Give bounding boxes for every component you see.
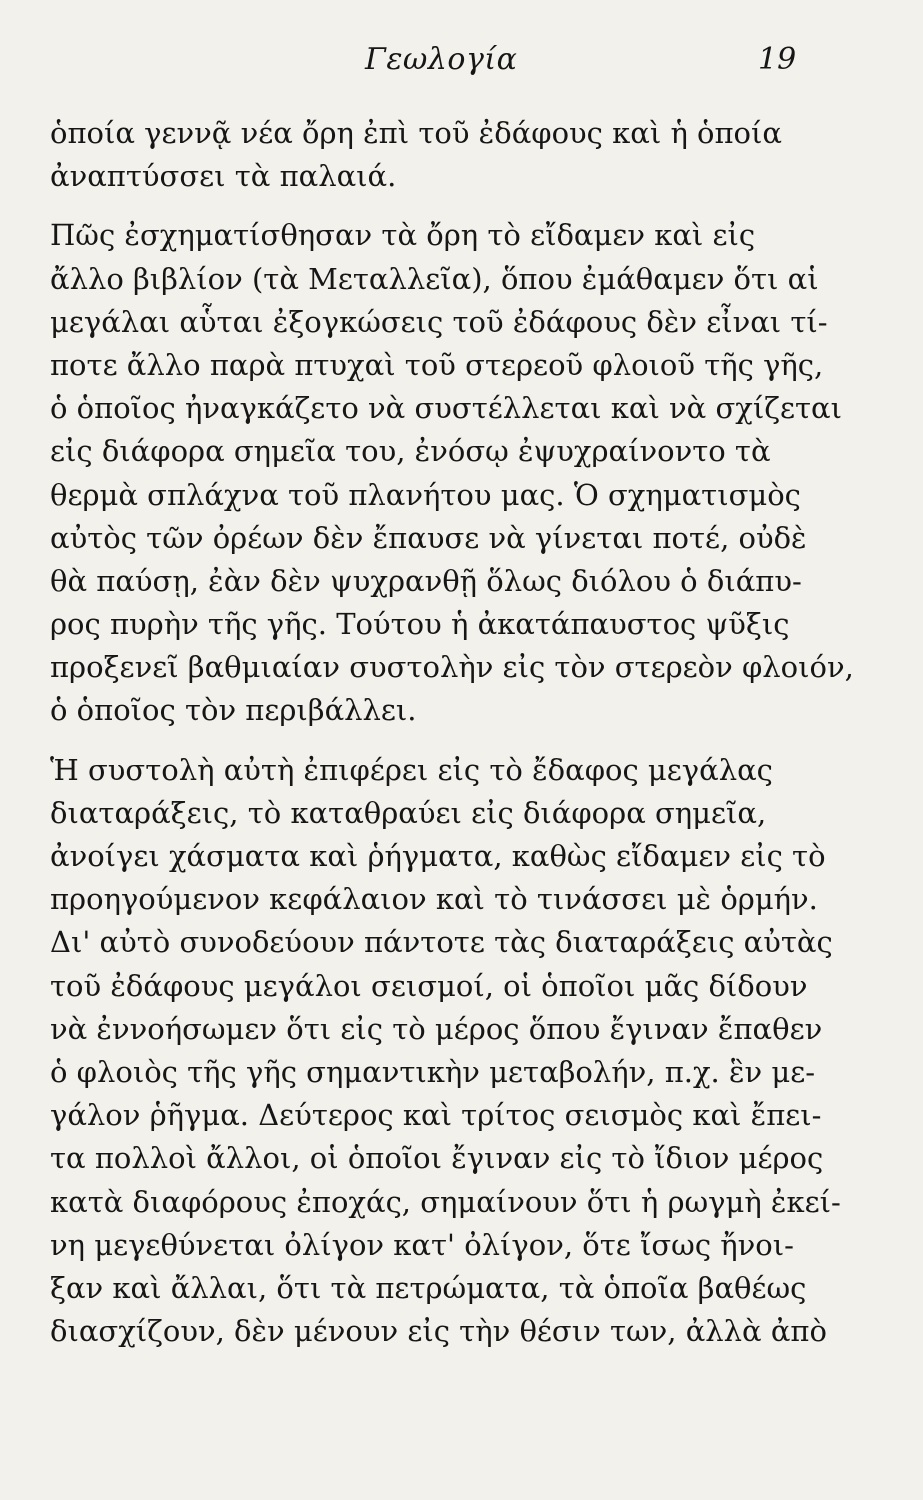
- text-line: νὰ ἐννοήσωμεν ὅτι εἰς τὸ μέρος ὅπου ἔγιναν ἔπαθεν: [50, 1011, 823, 1046]
- text-line: εἰς διάφορα σημεῖα του, ἐνόσῳ ἐψυχραίνοντο τὰ: [50, 434, 771, 469]
- text-line: ποτε ἄλλο παρὰ πτυχαὶ τοῦ στερεοῦ φλοιοῦ τῆς γῆς,: [50, 347, 824, 382]
- text-line: προηγούμενον κεφάλαιον καὶ τὸ τινάσσει μὲ ὁρμήν.: [50, 882, 818, 917]
- page-header: [0, 38, 923, 88]
- text-line: ρος πυρὴν τῆς γῆς. Τούτου ἡ ἀκατάπαυστος ψῦξις: [50, 607, 790, 642]
- text-line: θερμὰ σπλάχνα τοῦ πλανήτου μας. Ὁ σχηματισμὸς: [50, 477, 801, 512]
- text-line: ἀνοίγει χάσματα καὶ ῥήγματα, καθὼς εἴδαμεν εἰς τὸ: [50, 839, 826, 873]
- paragraph: [50, 749, 841, 1354]
- text-line: Ἡ συστολὴ αὐτὴ ἐπιφέρει εἰς τὸ ἔδαφος μεγάλας: [50, 752, 773, 787]
- body-text: [50, 112, 854, 1353]
- text-line: ὁποία γεννᾷ νέα ὄρη ἐπὶ τοῦ ἐδάφους καὶ ἡ ὁποία: [50, 116, 782, 150]
- text-line: νη μεγεθύνεται ὀλίγον κατ' ὀλίγον, ὅτε ἴσως ἤνοι-: [50, 1227, 794, 1262]
- text-line: διαταράξεις, τὸ καταθραύει εἰς διάφορα σημεῖα,: [50, 795, 767, 830]
- running-title: Γεωλογία: [365, 42, 518, 77]
- text-line: ξαν καὶ ἄλλαι, ὅτι τὰ πετρώματα, τὰ ὁποῖα βαθέως: [50, 1270, 807, 1305]
- text-line: ἄλλο βιβλίον (τὰ Μεταλλεῖα), ὅπου ἐμάθαμεν ὅτι αἱ: [50, 261, 819, 296]
- page-number: 19: [758, 42, 797, 77]
- text-line: ὁ ὁποῖος ἠναγκάζετο νὰ συστέλλεται καὶ νὰ σχίζεται: [50, 391, 842, 426]
- text-line: γάλον ῥῆγμα. Δεύτερος καὶ τρίτος σεισμὸς καὶ ἔπει-: [50, 1098, 822, 1133]
- text-line: διασχίζουν, δὲν μένουν εἰς τὴν θέσιν των, ἀλλὰ ἀπὸ: [50, 1314, 827, 1349]
- text-line: θὰ παύσῃ, ἐὰν δὲν ψυχρανθῇ ὅλως διόλου ὁ διάπυ-: [50, 563, 802, 598]
- paragraph: [50, 112, 800, 198]
- text-line: μεγάλαι αὗται ἐξογκώσεις τοῦ ἐδάφους δὲν εἶναι τί-: [50, 304, 828, 339]
- text-line: τοῦ ἐδάφους μεγάλοι σεισμοί, οἱ ὁποῖοι μᾶς δίδουν: [50, 968, 808, 1003]
- text-line: Δι' αὐτὸ συνοδεύουν πάντοτε τὰς διαταράξεις αὐτὰς: [50, 925, 833, 960]
- text-line: αὐτὸς τῶν ὀρέων δὲν ἔπαυσε νὰ γίνεται ποτέ, οὐδὲ: [50, 520, 807, 555]
- text-line: ὁ φλοιὸς τῆς γῆς σημαντικὴν μεταβολήν, π.χ. ἓν με-: [50, 1054, 816, 1089]
- text-line: ἀναπτύσσει τὰ παλαιά.: [50, 159, 397, 194]
- text-line: ὁ ὁποῖος τὸν περιβάλλει.: [50, 693, 417, 728]
- text-line: κατὰ διαφόρους ἐποχάς, σημαίνουν ὅτι ἡ ρωγμὴ ἐκεί-: [50, 1184, 841, 1219]
- text-line: τα πολλοὶ ἄλλοι, οἱ ὁποῖοι ἔγιναν εἰς τὸ ἴδιον μέρος: [50, 1141, 824, 1176]
- paragraph: [50, 214, 854, 732]
- text-line: Πῶς ἐσχηματίσθησαν τὰ ὄρη τὸ εἴδαμεν καὶ εἰς: [50, 218, 756, 253]
- text-line: προξενεῖ βαθμιαίαν συστολὴν εἰς τὸν στερεὸν φλοιόν,: [50, 650, 854, 685]
